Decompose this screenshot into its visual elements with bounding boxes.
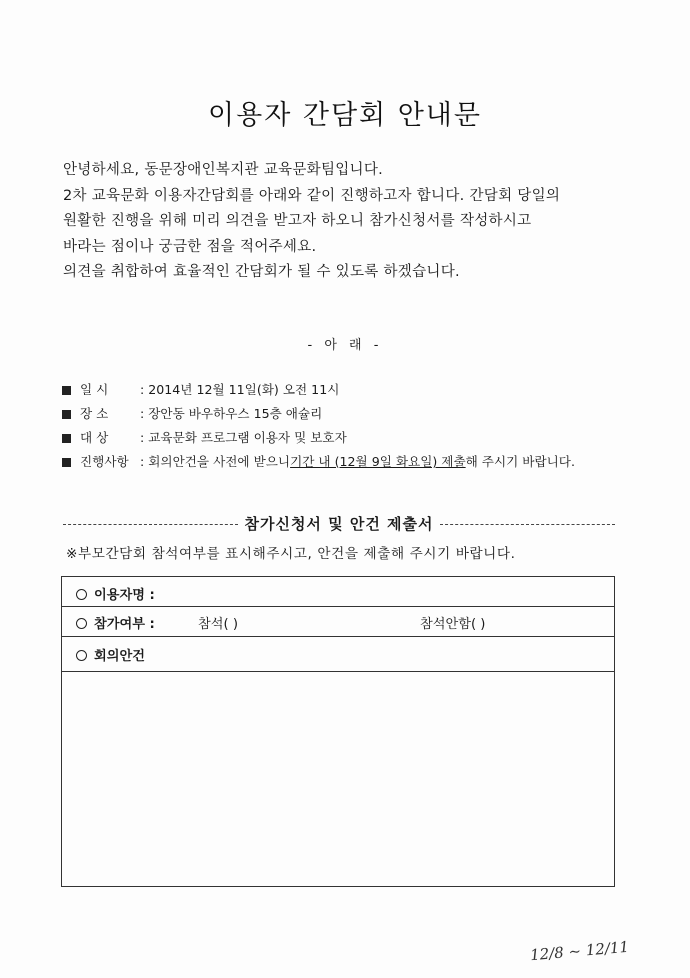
circle-bullet-icon bbox=[76, 618, 87, 629]
bullet-square-icon bbox=[62, 410, 71, 419]
detail-value: : 2014년 12월 11일(화) 오전 11시 bbox=[140, 382, 340, 397]
circle-bullet-icon bbox=[76, 589, 87, 600]
details-list bbox=[62, 378, 575, 474]
detail-row-place bbox=[62, 402, 575, 426]
detail-row-procedure bbox=[62, 450, 575, 474]
form-row-agenda-label bbox=[62, 636, 614, 672]
detail-label: 대 상 bbox=[80, 430, 109, 445]
dashed-divider bbox=[440, 524, 615, 525]
dashed-divider bbox=[63, 524, 238, 525]
handwritten-note: 12/8 ~ 12/11 bbox=[529, 937, 630, 965]
bullet-square-icon bbox=[62, 458, 71, 467]
detail-value: : 회의안건을 사전에 받으니 bbox=[140, 454, 291, 469]
agenda-field-label: 회의안건 bbox=[76, 645, 145, 664]
attend-yes-option[interactable]: 참석( ) bbox=[198, 617, 238, 632]
attend-no-option[interactable]: 참석안함( ) bbox=[420, 617, 486, 632]
detail-label: 일 시 bbox=[80, 382, 109, 397]
detail-row-date bbox=[62, 378, 575, 402]
intro-line: 안녕하세요, 동문장애인복지관 교육문화팀입니다. bbox=[63, 162, 384, 178]
intro-line: 2차 교육문화 이용자간담회를 아래와 같이 진행하고자 합니다. 간담회 당일의 bbox=[63, 187, 561, 204]
form-header bbox=[63, 513, 615, 534]
agenda-input-area[interactable] bbox=[62, 671, 614, 886]
form-row-name[interactable] bbox=[62, 577, 614, 607]
detail-label: 장 소 bbox=[80, 406, 109, 421]
intro-line: 의견을 취합하여 효율적인 간담회가 될 수 있도록 하겠습니다. bbox=[63, 264, 460, 280]
detail-label: 진행사항 bbox=[80, 454, 129, 469]
detail-value: : 장안동 바우하우스 15층 애슐리 bbox=[140, 406, 323, 421]
detail-value: : 교육문화 프로그램 이용자 및 보호자 bbox=[140, 430, 347, 445]
form-note: ※부모간담회 참석여부를 표시해주시고, 안건을 제출해 주시기 바랍니다. bbox=[66, 546, 516, 562]
form-row-attendance bbox=[62, 606, 614, 637]
name-field-label: 이용자명 : bbox=[76, 584, 155, 603]
intro-line: 바라는 점이나 궁금한 점을 적어주세요. bbox=[63, 238, 317, 255]
bullet-square-icon bbox=[62, 434, 71, 443]
application-form bbox=[61, 576, 615, 887]
page-title: 이용자 간담회 안내문 bbox=[208, 100, 482, 131]
bullet-square-icon bbox=[62, 386, 71, 395]
deadline-underlined: 기간 내 (12월 9일 화요일) 제출 bbox=[290, 454, 466, 469]
intro-line: 원활한 진행을 위해 미리 의견을 받고자 하오니 참가신청서를 작성하시고 bbox=[63, 213, 532, 229]
form-title: 참가신청서 및 안건 제출서 bbox=[244, 515, 434, 533]
detail-row-target bbox=[62, 426, 575, 450]
detail-value-tail: 해 주시기 바랍니다. bbox=[465, 454, 575, 469]
section-marker: - 아 래 - bbox=[307, 338, 383, 353]
intro-paragraph bbox=[63, 158, 560, 286]
attendance-field-label: 참가여부 : bbox=[76, 613, 155, 632]
circle-bullet-icon bbox=[76, 650, 87, 661]
